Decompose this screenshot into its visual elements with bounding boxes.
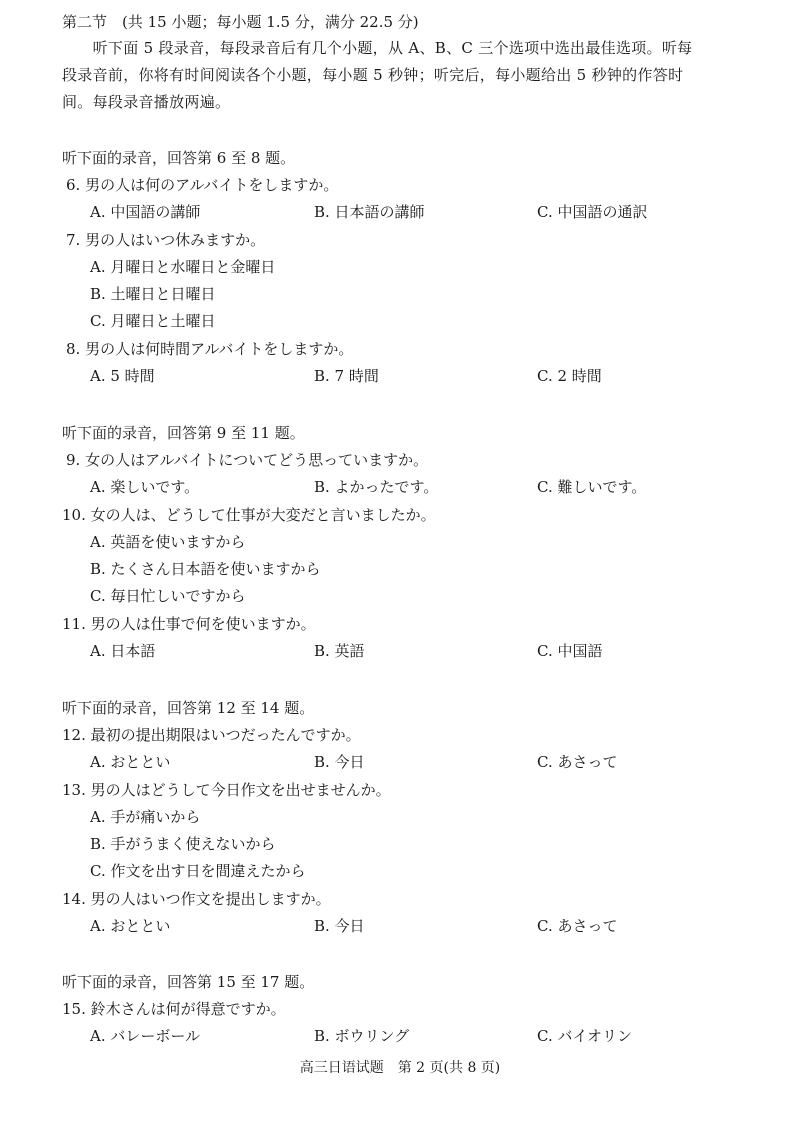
option-b: B. 今日 <box>314 753 365 771</box>
option-a: A. 手が痛いから <box>90 808 201 826</box>
option-b: B. 英語 <box>314 642 365 660</box>
intro-line-1: 听下面 5 段录音，每段录音后有几个小题，从 A、B、C 三个选项中选出最佳选项。听每 <box>62 39 693 57</box>
page-footer: 高三日语试题 第 2 页(共 8 页) <box>299 1060 501 1076</box>
question-14: 14. 男の人はいつ作文を提出しますか。 <box>62 890 331 908</box>
intro-line-3: 间。每段录音播放两遍。 <box>62 93 231 111</box>
option-b: B. 手がうまく使えないから <box>90 835 276 853</box>
option-c: C. あさって <box>537 917 618 935</box>
option-b: B. ボウリング <box>314 1027 410 1045</box>
question-6: 6. 男の人は何のアルバイトをしますか。 <box>66 176 339 194</box>
option-c: C. 毎日忙しいですから <box>90 587 246 605</box>
question-7: 7. 男の人はいつ休みますか。 <box>66 231 266 249</box>
option-b: B. 7 時間 <box>314 367 379 385</box>
group-title: 听下面的录音，回答第 15 至 17 题。 <box>62 973 315 991</box>
option-c: C. 月曜日と土曜日 <box>90 312 216 330</box>
option-a: A. 日本語 <box>90 642 156 660</box>
section-title: 第二节 (共 15 小题；每小题 1.5 分，满分 22.5 分) <box>62 13 419 31</box>
question-9: 9. 女の人はアルバイトについてどう思っていますか。 <box>66 451 429 469</box>
option-b: B. 日本語の講師 <box>314 203 425 221</box>
question-8: 8. 男の人は何時間アルバイトをしますか。 <box>66 340 354 358</box>
option-c: C. あさって <box>537 753 618 771</box>
option-c: C. 2 時間 <box>537 367 602 385</box>
option-a: A. 5 時間 <box>90 367 155 385</box>
question-11: 11. 男の人は仕事で何を使いますか。 <box>62 615 316 633</box>
option-b: B. 土曜日と日曜日 <box>90 285 216 303</box>
option-a: A. 月曜日と水曜日と金曜日 <box>90 258 276 276</box>
option-a: A. バレーボール <box>90 1027 201 1045</box>
option-b: B. よかったです。 <box>314 478 439 496</box>
option-c: C. 難しいです。 <box>537 478 647 496</box>
option-a: A. 英語を使いますから <box>90 533 246 551</box>
option-a: A. おととい <box>90 917 171 935</box>
group-title: 听下面的录音，回答第 6 至 8 题。 <box>62 149 296 167</box>
option-a: A. おととい <box>90 753 171 771</box>
question-10: 10. 女の人は、どうして仕事が大変だと言いましたか。 <box>62 506 436 524</box>
option-c: C. 中国語 <box>537 642 603 660</box>
group-title: 听下面的录音，回答第 12 至 14 题。 <box>62 699 315 717</box>
option-b: B. たくさん日本語を使いますから <box>90 560 321 578</box>
option-c: C. 中国語の通訳 <box>537 203 648 221</box>
group-title: 听下面的录音，回答第 9 至 11 题。 <box>62 424 305 442</box>
option-a: A. 中国語の講師 <box>90 203 201 221</box>
question-15: 15. 鈴木さんは何が得意ですか。 <box>62 1000 286 1018</box>
question-13: 13. 男の人はどうして今日作文を出せませんか。 <box>62 781 391 799</box>
option-c: C. バイオリン <box>537 1027 633 1045</box>
option-b: B. 今日 <box>314 917 365 935</box>
option-a: A. 楽しいです。 <box>90 478 200 496</box>
option-c: C. 作文を出す日を間違えたから <box>90 862 306 880</box>
question-12: 12. 最初の提出期限はいつだったんですか。 <box>62 726 361 744</box>
intro-line-2: 段录音前，你将有时间阅读各个小题，每小题 5 秒钟；听完后，每小题给出 5 秒钟的作答时 <box>62 66 684 84</box>
